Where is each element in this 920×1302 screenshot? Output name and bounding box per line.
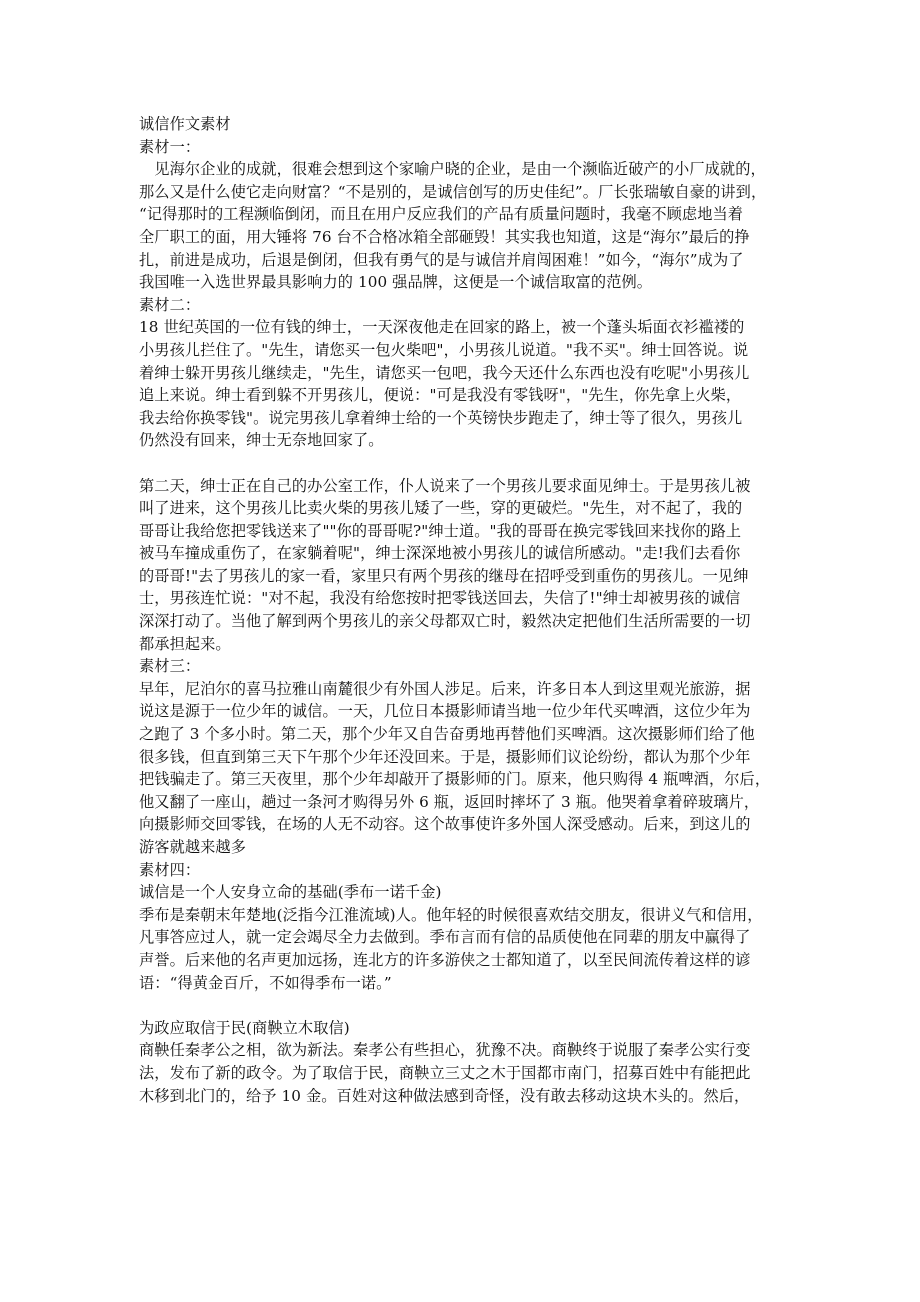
- section-heading: 素材四：: [139, 860, 201, 879]
- text-line: 第二天，绅士正在自己的办公室工作，仆人说来了一个男孩儿要求面见绅士。于是男孩儿被: [139, 476, 751, 495]
- text-line: 见海尔企业的成就，很难会想到这个家喻户晓的企业，是由一个濒临近破产的小厂成就的，: [139, 160, 766, 179]
- section-1: [139, 136, 781, 294]
- text-line: 小男孩儿拦住了。"先生，请您买一包火柴吧"，小男孩儿说道。"我不买"。绅士回答说。说: [139, 340, 749, 359]
- text-line: 向摄影师交回零钱，在场的人无不动容。这个故事使许多外国人深受感动。后来，到这儿的: [139, 815, 751, 834]
- text-line: 哥哥让我给您把零钱送来了""你的哥哥呢?"绅士道。"我的哥哥在换完零钱回来找你的路上: [139, 521, 742, 540]
- text-line: 士，男孩连忙说："对不起，我没有给您按时把零钱送回去，失信了!"绅士却被男孩的诚信: [139, 589, 741, 608]
- section-4: [139, 859, 781, 1108]
- subheading: 为政应取信于民(商鞅立木取信): [139, 1018, 350, 1037]
- text-line: 他又翻了一座山，趟过一条河才购得另外 6 瓶，返回时摔坏了 3 瓶。他哭着拿着碎玻璃片，: [139, 792, 760, 811]
- text-line: 18 世纪英国的一位有钱的绅士，一天深夜他走在回家的路上，被一个蓬头垢面衣衫褴褛的: [139, 318, 745, 337]
- section-heading: 素材一：: [139, 137, 201, 156]
- text-line: 被马车撞成重伤了，在家躺着呢"，绅士深深地被小男孩儿的诚信所感动。"走!我们去看你: [139, 544, 741, 563]
- section-heading: 素材三：: [139, 657, 201, 676]
- text-line: 语：“得黄金百斤，不如得季布一诺。”: [139, 973, 392, 992]
- text-line: 早年，尼泊尔的喜马拉雅山南麓很少有外国人涉足。后来，许多日本人到这里观光旅游，据: [139, 679, 751, 698]
- text-line: 我去给你换零钱"。说完男孩儿拿着绅士给的一个英镑快步跑走了，绅士等了很久，男孩儿: [139, 408, 743, 427]
- section-heading: 素材二：: [139, 295, 201, 314]
- subheading: 诚信是一个人安身立命的基础(季布一诺千金): [139, 883, 442, 902]
- document-title: 诚信作文素材: [139, 115, 231, 133]
- text-line: 扎，前进是成功，后退是倒闭，但我有勇气的是与诚信并肩闯困难！”如今，“海尔”成为了: [139, 250, 744, 269]
- text-line: 追上来说。绅士看到躲不开男孩儿，便说："可是我没有零钱呀"，"先生，你先拿上火柴，: [139, 386, 742, 405]
- blank-line: [139, 452, 781, 475]
- text-line: 我国唯一入选世界最具影响力的 100 强品牌，这便是一个诚信取富的范例。: [139, 273, 653, 292]
- text-line: 把钱骗走了。第三天夜里，那个少年却敲开了摄影师的门。原来，他只购得 4 瓶啤酒，尔后，: [139, 770, 771, 789]
- text-line: 全厂职工的面，用大锤将 76 台不合格冰箱全部砸毁！其实我也知道，这是“海尔”最后的挣: [139, 227, 750, 246]
- text-line: 声誉。后来他的名声更加远扬，连北方的许多游侠之士都知道了，以至民间流传着这样的谚: [139, 950, 751, 969]
- text-line: 仍然没有回来，绅士无奈地回家了。: [139, 431, 384, 450]
- text-line: 说这是源于一位少年的诚信。一天，几位日本摄影师请当地一位少年代买啤酒，这位少年为: [139, 702, 751, 721]
- text-line: 游客就越来越多: [139, 838, 247, 856]
- blank-line: [139, 994, 781, 1017]
- text-line: 着绅士躲开男孩儿继续走，"先生，请您买一包吧，我今天还什么东西也没有吃呢"小男孩儿: [139, 363, 750, 382]
- text-line: 季布是秦朝末年楚地(泛指今江淮流域)人。他年轻的时候很喜欢结交朋友，很讲义气和信用，: [139, 905, 763, 924]
- text-line: 那么又是什么使它走向财富？“不是别的，是诚信创写的历史佳纪”。厂长张瑞敏自豪的讲到，: [139, 182, 767, 201]
- text-line: 之跑了 3 个多小时。第二天，那个少年又自告奋勇地再替他们买啤酒。这次摄影师们给了他: [139, 725, 755, 744]
- text-line: 都承担起来。: [139, 634, 231, 653]
- document-page: [139, 113, 781, 1107]
- section-2: [139, 294, 781, 656]
- text-line: “记得那时的工程濒临倒闭，而且在用户反应我们的产品有质量问题时，我毫不顾虑地当着: [139, 205, 744, 224]
- text-line: 木移到北门的，给予 10 金。百姓对这种做法感到奇怪，没有敢去移动这块木头的。然后，: [139, 1086, 750, 1105]
- text-line: 法，发布了新的政令。为了取信于民，商鞅立三丈之木于国都市南门，招募百姓中有能把此: [139, 1063, 751, 1082]
- text-line: 深深打动了。当他了解到两个男孩儿的亲父母都双亡时，毅然决定把他们生活所需要的一切: [139, 612, 751, 631]
- text-line: 凡事答应过人，就一定会竭尽全力去做到。季布言而有信的品质使他在同辈的朋友中赢得了: [139, 928, 751, 947]
- text-line: 商鞅任秦孝公之相，欲为新法。秦孝公有些担心，犹豫不决。商鞅终于说服了秦孝公实行变: [139, 1041, 751, 1060]
- section-3: [139, 655, 781, 858]
- text-line: 很多钱，但直到第三天下午那个少年还没回来。于是，摄影师们议论纷纷，都认为那个少年: [139, 747, 751, 766]
- text-line: 的哥哥!"去了男孩儿的家一看，家里只有两个男孩的继母在招呼受到重伤的男孩儿。一见绅: [139, 566, 749, 585]
- text-line: 叫了进来，这个男孩儿比卖火柴的男孩儿矮了一些，穿的更破烂。"先生，对不起了，我的: [139, 499, 743, 518]
